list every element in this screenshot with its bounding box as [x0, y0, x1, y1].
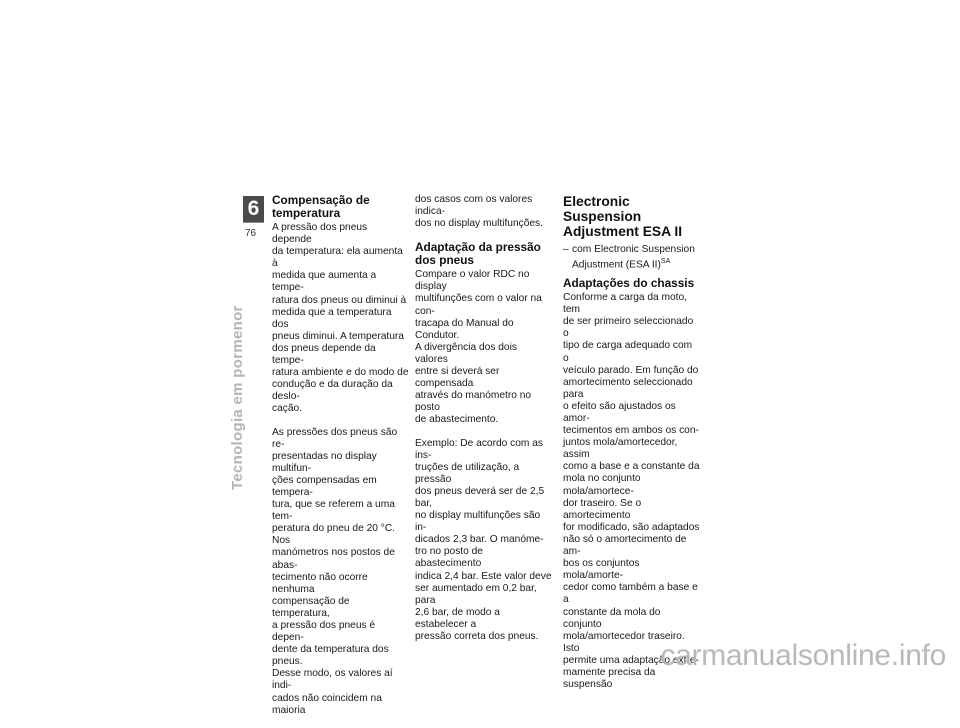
- paragraph: Compare o valor RDC no display multifunções com o valor na con- tracapa do Manual do Condutor. A divergência dos dois valores entre si deverá ser compensada através do manómetro no posto de abastecimento.: [415, 269, 542, 426]
- list-item-text: [572, 244, 700, 272]
- heading-esa: Electronic Suspension Adjustment ESA II: [563, 194, 683, 239]
- list-text: com Electronic Suspension Adjustment (ESA II): [572, 244, 695, 271]
- paragraph: Conforme a carga da moto, tem de ser primeiro seleccionado o tipo de carga adequado com o veículo parado. Em função do amortecimento seleccionado para o efeito são ajustados os amor- tecimentos em ambos os con- juntos mola/amortecedor, assim como a base e a constante da mola no conjunto mola/amortece- dor traseiro. Se o amortecimento for modificado, são adaptados não só o amortecimento de am- bos os conjuntos mola/amorte- cedor como também a base e a constante da mola do conjunto mola/amortecedor traseiro. Isto permite uma adaptação extre- mamente precisa da suspensão: [563, 292, 700, 691]
- watermark: carmanualsonline.info: [660, 639, 946, 672]
- paragraph: A pressão dos pneus depende da temperatura: ela aumenta à medida que aumenta a tempe- ratura dos pneus ou diminui à medida que a temperatura dos pneus diminui. A temperatura dos pneus depende da tempe- ratura ambiente e do modo de condução e da duração da deslo- cação.: [272, 222, 409, 415]
- list-item: [563, 244, 700, 272]
- heading-tyre-pressure-adjustment: Adaptação da pressão dos pneus: [415, 240, 541, 267]
- column-3: [563, 194, 700, 702]
- chapter-title-vertical: Tecnologia em pormenor: [229, 305, 246, 490]
- optional-equipment-marker: SA: [660, 258, 671, 266]
- paragraph: As pressões dos pneus são re- presentadas no display multifun- ções compensadas em tempera- tura, que se referem a uma tem- peratura do pneu de 20 °C. Nos manómetros nos postos de abas- tecimento não ocorre nenhuma compensação de temperatura, a pressão dos pneus é depen- dente da temperatura dos pneus. Desse modo, os valores aí indi- cados não coincidem na maioria: [272, 426, 398, 716]
- list-dash: –: [563, 244, 569, 255]
- paragraph: Exemplo: De acordo com as ins- truções de utilização, a pressão dos pneus deverá ser de 2,5 bar, no display multifunções são in- dicados 2,3 bar. O manóme- tro no posto de abastecimento indica 2,4 bar. Este valor deve ser aumentado em 0,2 bar, para 2,6 bar, de modo a estabelecer a pressão correta dos pneus.: [415, 437, 552, 642]
- chapter-divider: [243, 222, 264, 223]
- column-1: [272, 194, 409, 728]
- heading-chassis-adaptations: Adaptações do chassis: [563, 275, 695, 290]
- heading-temperature-compensation: Compensação de temperatura: [272, 193, 370, 220]
- column-2: [415, 194, 552, 654]
- page-number: 76: [245, 228, 257, 239]
- paragraph: dos casos com os valores indica- dos no display multifunções.: [415, 194, 543, 230]
- chapter-number-tab: 6: [243, 196, 264, 222]
